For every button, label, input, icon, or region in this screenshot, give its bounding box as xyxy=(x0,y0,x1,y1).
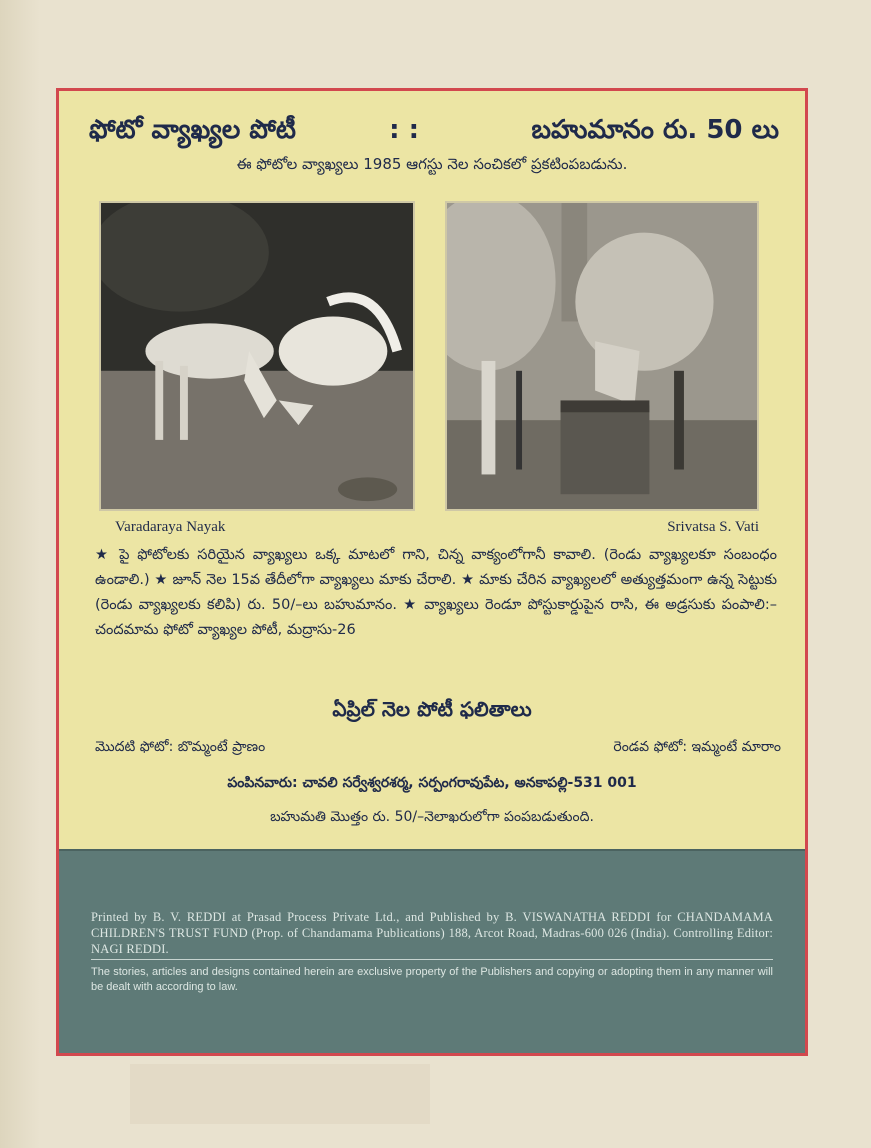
results-row xyxy=(95,739,781,758)
winner-line: పంపినవారు: చావలి సర్వేశ్వరశర్మ, సర్పంగరావుపేట, అనకాపల్లి-531 001 xyxy=(227,775,637,791)
contest-rules: ★ పై ఫోటోలకు సరియైన వ్యాఖ్యలు ఒక్క మాటలో గాని, చిన్న వాక్యంలోగానీ కావాలి. (రెండు వ్యాఖ్యలకూ సంబంధం ఉండాలి.) ★ జూన్ నెల 15వ తేదీలోగా వ్యాఖ్యలు మాకు చేరాలి. ★ మాకు చేరిన వ్యాఖ్యలలో అత్యుత్తమంగా ఉన్న సెట్టుకు (రెండు వ్యాఖ్యలకు కలిపి) రు. 50/–లు బహుమానం. ★ వ్యాఖ్యలు రెండూ పోస్టుకార్డుపైన రాసి, ఈ అడ్రసుకు పంపాలి:– చందమామ ఫోటో వ్యాఖ్యల పోటీ, మద్రాసు-26 xyxy=(95,547,777,638)
imprint-box xyxy=(59,849,805,1053)
first-photo-result: మొదటి ఫోటో: బొమ్మంటే ప్రాణం xyxy=(95,739,266,755)
prize-amount: బహుమానం రు. 50 లు xyxy=(531,115,779,145)
prize-note: బహుమతి మొత్తం రు. 50/–నెలాఖరులోగా పంపబడుతుంది. xyxy=(270,809,594,825)
publication-note: ఈ ఫోటోల వ్యాఖ్యలు 1985 ఆగస్టు నెల సంచికలో ప్రకటింపబడును. xyxy=(236,155,628,173)
contest-heading xyxy=(89,109,779,157)
second-photo-result: రెండవ ఫోటో: ఇమ్మంటే మారాం xyxy=(613,739,781,755)
photo-credit-2: Srivatsa S. Vati xyxy=(667,519,759,535)
contest-panel xyxy=(56,88,808,1056)
heading-separator: : : xyxy=(389,115,419,145)
photo-goats xyxy=(99,201,415,511)
photo-goats-image xyxy=(101,203,413,509)
copyright-note: The stories, articles and designs contained herein are exclusive property of the Publishers and copying or adopting them in any manner will be dealt with according to law. xyxy=(91,966,773,993)
contest-title: ఫోటో వ్యాఖ్యల పోటీ xyxy=(89,115,296,145)
results-title: ఏప్రిల్ నెల పోటీ ఫలితాలు xyxy=(332,697,532,721)
imprint-divider xyxy=(91,959,773,960)
photo-credit-1: Varadaraya Nayak xyxy=(115,519,226,535)
photo-calf-bucket xyxy=(445,201,759,511)
page-bleed-through xyxy=(130,1064,430,1124)
photo-calf-bucket-image xyxy=(447,203,757,509)
imprint-text: Printed by B. V. REDDI at Prasad Process Private Ltd., and Published by B. VISWANATHA REDDI for CHANDAMAMA CHILDREN'S TRUST FUND (Prop. of Chandamama Publications) 188, Arcot Road, Madras-600 026 (India). Controlling Editor: NAGI REDDI. xyxy=(91,910,773,956)
paper-edge xyxy=(0,0,40,1148)
